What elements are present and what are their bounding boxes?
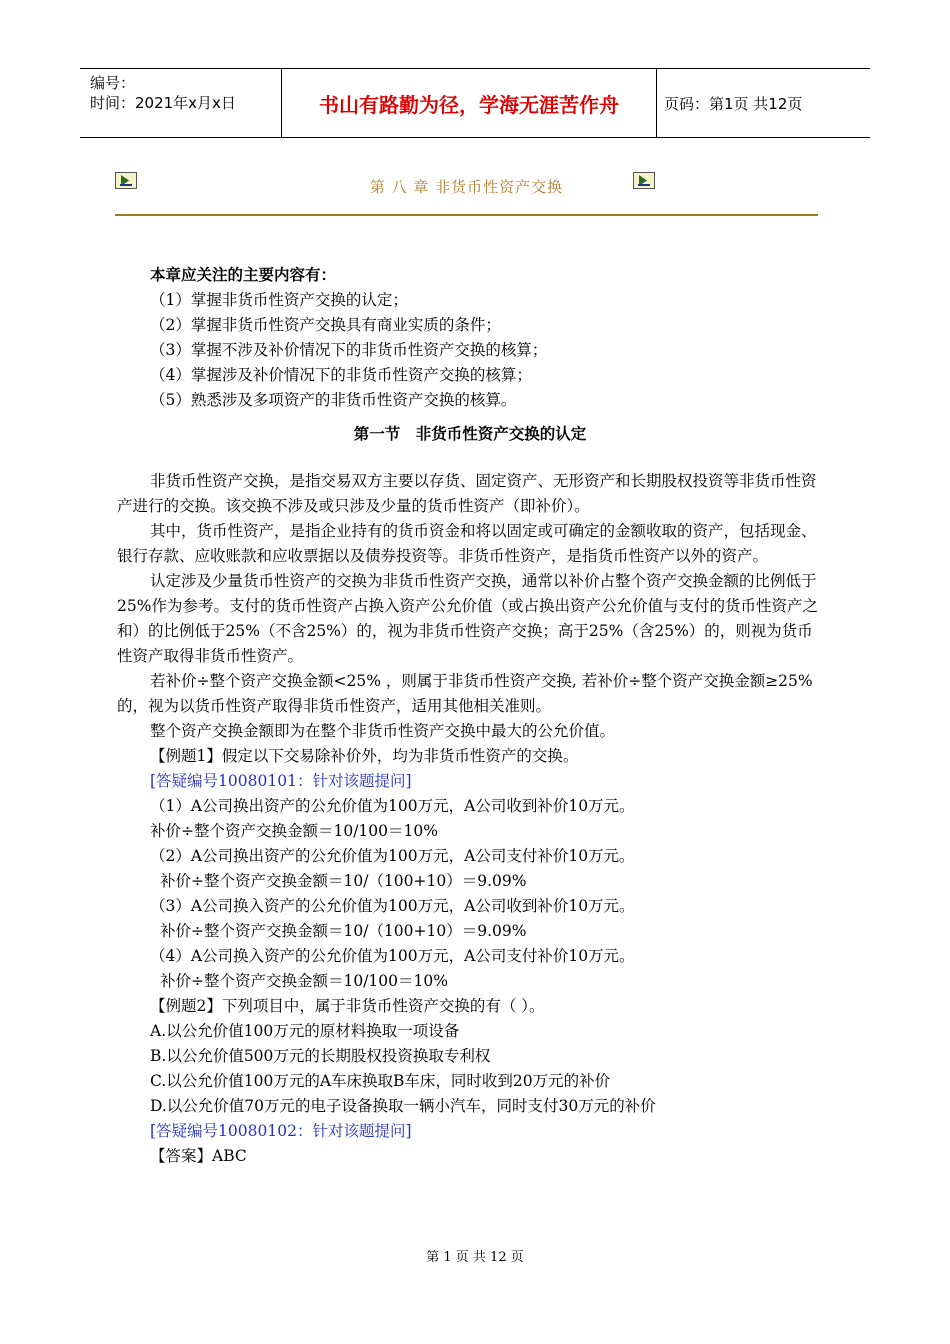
intro-item: （2）掌握非货币性资产交换具有商业实质的条件； <box>150 316 501 334</box>
intro-heading: 本章应关注的主要内容有： <box>150 266 337 284</box>
document-header <box>80 68 870 138</box>
paragraph: 认定涉及少量货币性资产的交换为非货币性资产交换，通常以补价占整个资产交换金额的比例低于25%作为参考。支付的货币性资产占换入资产公允价值（或占换出资产公允价值与支付的货币性资产之和）的比例低于25%（不含25%）的，视为非货币性资产交换；高于25%（含25%）的，则视为货币性资产取得非货币性资产。 <box>117 572 818 665</box>
option-b: B.以公允价值500万元的长期股权投资换取专利权 <box>150 1047 491 1065</box>
example-calc: 补价÷整个资产交换金额＝10/100＝10% <box>160 972 448 990</box>
example-case: （4）A公司换入资产的公允价值为100万元，A公司支付补价10万元。 <box>150 947 635 965</box>
time-label: 时间：2021年x月x日 <box>90 94 236 112</box>
document-arrow-icon <box>633 172 655 189</box>
header-motto: 书山有路勤为径，学海无涯苦作舟 <box>281 69 657 137</box>
example-calc: 补价÷整个资产交换金额＝10/100＝10% <box>150 822 438 840</box>
paragraph: 整个资产交换金额即为在整个非货币性资产交换中最大的公允价值。 <box>150 722 616 740</box>
chapter-banner <box>115 172 818 216</box>
option-c: C.以公允价值100万元的A车床换取B车床，同时收到20万元的补价 <box>150 1072 611 1090</box>
paragraph: 若补价÷整个资产交换金额<25% ，则属于非货币性资产交换, 若补价÷整个资产交换金额≥25%的，视为以货币性资产取得非货币性资产，适用其他相关准则。 <box>117 672 813 715</box>
page-footer: 第 1 页 共 12 页 <box>426 1250 524 1265</box>
option-a: A.以公允价值100万元的原材料换取一项设备 <box>150 1022 460 1040</box>
answer: 【答案】ABC <box>150 1147 247 1165</box>
example-calc: 补价÷整个资产交换金额＝10/（100+10）＝9.09% <box>160 922 527 940</box>
qa-link-10080102[interactable]: [答疑编号10080102：针对该题提问] <box>150 1122 412 1140</box>
document-body <box>117 263 823 1169</box>
chapter-title: 第 八 章 非货币性资产交换 <box>369 178 564 196</box>
header-page-info: 页码：第1页 共12页 <box>664 94 803 113</box>
example-2-title: 【例题2】下列项目中，属于非货币性资产交换的有（ ）。 <box>150 997 545 1015</box>
section-title: 第一节 非货币性资产交换的认定 <box>353 425 587 443</box>
intro-item: （3）掌握不涉及补价情况下的非货币性资产交换的核算； <box>150 341 548 359</box>
intro-item: （5）熟悉涉及多项资产的非货币性资产交换的核算。 <box>150 391 517 409</box>
paragraph: 其中，货币性资产，是指企业持有的货币资金和将以固定或可确定的金额收取的资产，包括现金、银行存款、应收账款和应收票据以及债券投资等。非货币性资产，是指货币性资产以外的资产。 <box>117 522 817 565</box>
option-d: D.以公允价值70万元的电子设备换取一辆小汽车，同时支付30万元的补价 <box>150 1097 656 1115</box>
example-case: （1）A公司换出资产的公允价值为100万元，A公司收到补价10万元。 <box>150 797 635 815</box>
header-meta <box>80 69 280 137</box>
paragraph: 非货币性资产交换，是指交易双方主要以存货、固定资产、无形资产和长期股权投资等非货币性资产进行的交换。该交换不涉及或只涉及少量的货币性资产（即补价）。 <box>117 472 817 515</box>
number-label: 编号： <box>90 74 136 92</box>
intro-item: （4）掌握涉及补价情况下的非货币性资产交换的核算； <box>150 366 532 384</box>
example-case: （2）A公司换出资产的公允价值为100万元，A公司支付补价10万元。 <box>150 847 635 865</box>
qa-link-10080101[interactable]: [答疑编号10080101：针对该题提问] <box>150 772 412 790</box>
example-calc: 补价÷整个资产交换金额＝10/（100+10）＝9.09% <box>160 872 527 890</box>
example-case: （3）A公司换入资产的公允价值为100万元，A公司收到补价10万元。 <box>150 897 635 915</box>
example-1-title: 【例题1】假定以下交易除补价外，均为非货币性资产的交换。 <box>150 747 579 765</box>
intro-item: （1）掌握非货币性资产交换的认定； <box>150 291 408 309</box>
